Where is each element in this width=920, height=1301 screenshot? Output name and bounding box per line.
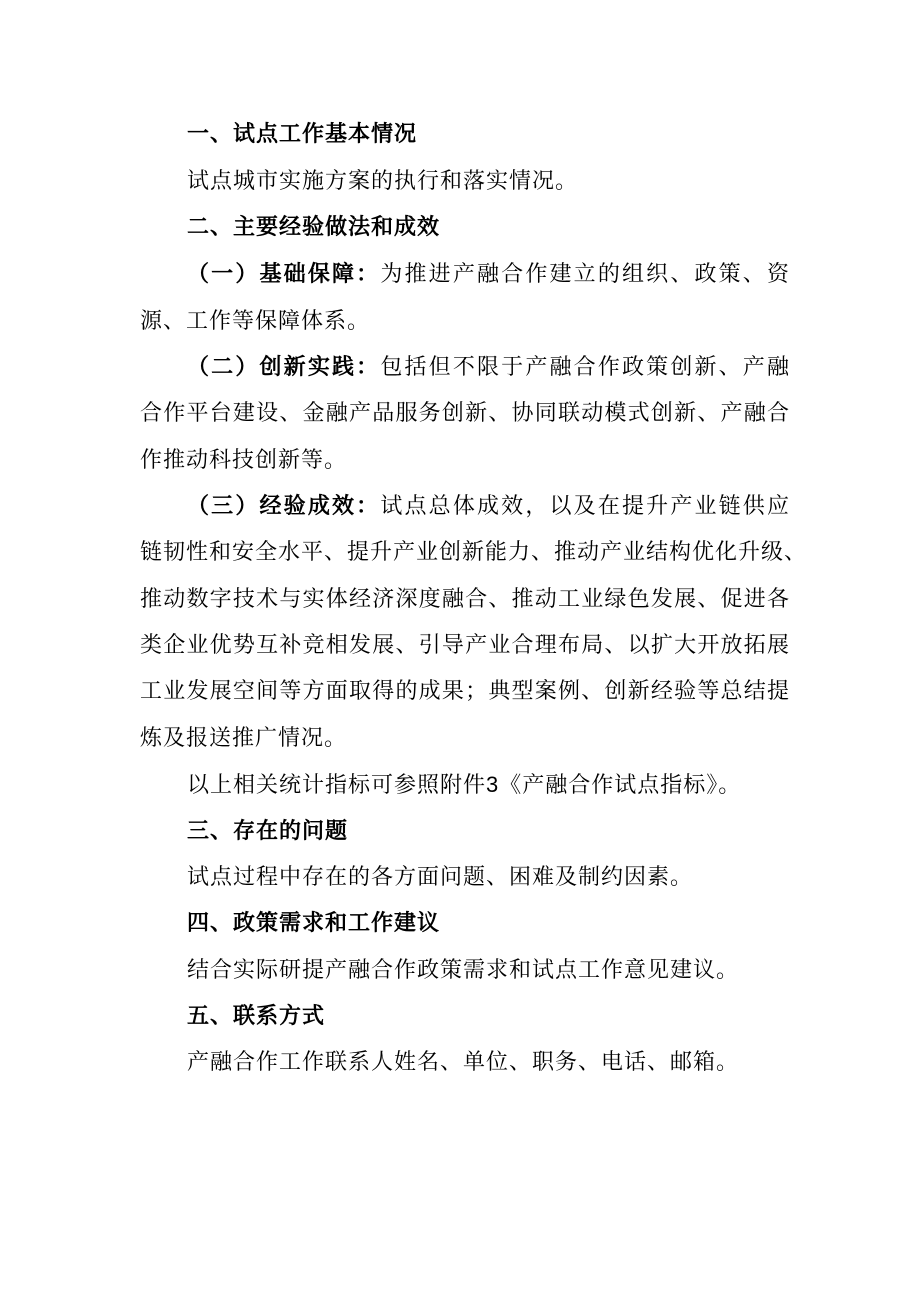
item-3-line-6: 炼及报送推广情况。 — [140, 726, 348, 751]
section-body-1: 试点城市实施方案的执行和落实情况。 — [187, 169, 579, 194]
item-3-line-4: 类企业优势互补竞相发展、引导产业合理布局、以扩大开放拓展 — [140, 633, 790, 658]
item-2-text-1: 包括但不限于产融合作政策创新、产融 — [380, 355, 790, 380]
item-3-line-3: 推动数字技术与实体经济深度融合、推动工业绿色发展、促进各 — [140, 587, 790, 612]
stats-note — [187, 770, 837, 801]
item-2-line-2: 合作平台建设、金融产品服务创新、协同联动模式创新、产融合 — [140, 401, 790, 426]
section-body-5: 产融合作工作联系人姓名、单位、职务、电话、邮箱。 — [187, 1050, 740, 1075]
stats-note-number: 3 — [486, 772, 500, 797]
section-body-4: 结合实际研提产融合作政策需求和试点工作意见建议。 — [187, 958, 740, 983]
section-body-3: 试点过程中存在的各方面问题、困难及制约因素。 — [187, 865, 694, 890]
item-3-text-1: 试点总体成效，以及在提升产业链供应 — [380, 494, 790, 519]
item-1-label: （一）基础保障： — [187, 262, 381, 287]
item-2-line-3: 作推动科技创新等。 — [140, 448, 348, 473]
item-3-label: （三）经验成效： — [187, 494, 381, 519]
item-2-label: （二）创新实践： — [187, 355, 381, 380]
item-3-line-1 — [187, 492, 790, 522]
item-1-line-2: 源、工作等保障体系。 — [140, 309, 371, 334]
stats-note-text: 以上相关统计指标可参照附件 — [187, 773, 487, 798]
item-3-line-2: 链韧性和安全水平、提升产业创新能力、推动产业结构优化升级、 — [140, 540, 808, 565]
stats-note-title: 《产融合作试点指标》。 — [499, 773, 742, 798]
item-2-line-1 — [187, 353, 790, 383]
item-1-text-1: 为推进产融合作建立的组织、政策、资 — [380, 262, 790, 287]
section-heading-2: 二、主要经验做法和成效 — [187, 215, 441, 240]
item-3-line-5: 工业发展空间等方面取得的成果；典型案例、创新经验等总结提 — [140, 679, 790, 704]
section-heading-4: 四、政策需求和工作建议 — [187, 911, 441, 936]
item-1-line-1 — [187, 260, 790, 290]
section-heading-5: 五、联系方式 — [187, 1004, 326, 1029]
section-heading-1: 一、试点工作基本情况 — [187, 122, 418, 147]
section-heading-3: 三、存在的问题 — [187, 819, 349, 844]
